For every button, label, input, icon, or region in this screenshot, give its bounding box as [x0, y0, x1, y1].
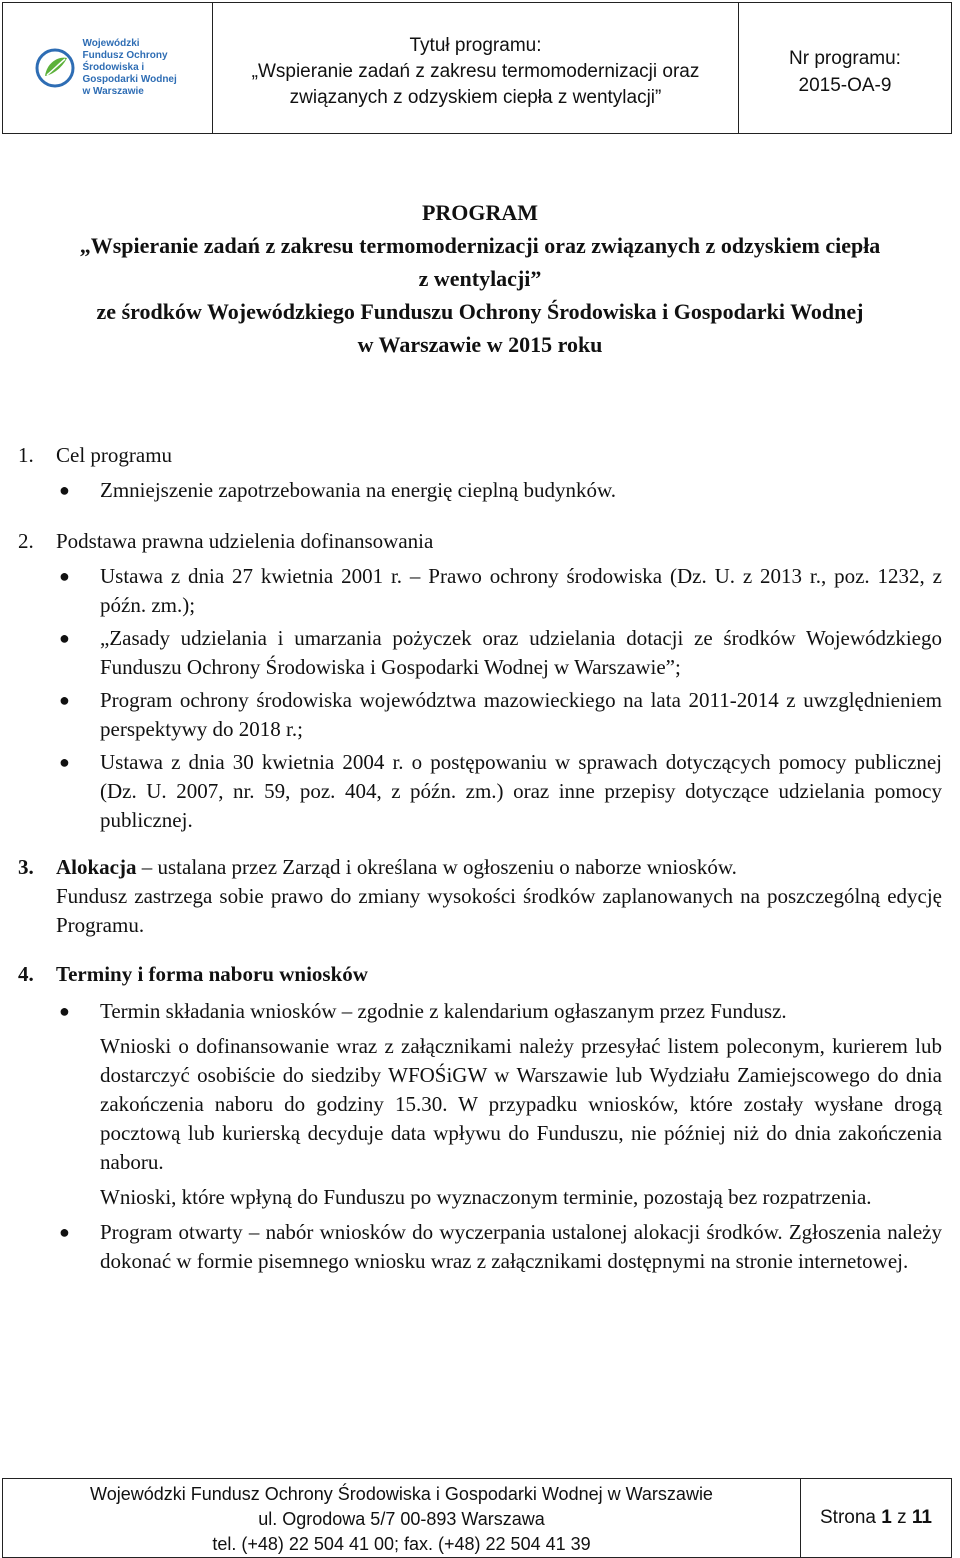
title-line-5: w Warszawie w 2015 roku: [357, 332, 603, 357]
section-3-text-1: – ustalana przez Zarząd i określana w ogłoszeniu o naborze wniosków.: [136, 855, 737, 879]
document-body: [18, 196, 942, 1276]
page-total: 11: [911, 1507, 932, 1528]
list-paragraph-text: Wnioski, które wpłyną do Funduszu po wyznaczonym terminie, pozostają bez rozpatrzenia.: [100, 1185, 872, 1209]
section-1-number: 1.: [18, 443, 34, 467]
bullet-icon: ●: [59, 566, 70, 586]
section-3-heading: [18, 853, 942, 882]
logo-cell: [3, 3, 213, 133]
list-item-text: Ustawa z dnia 27 kwietnia 2001 r. – Prawo ochrony środowiska (Dz. U. z 2013 r., poz. 1232, z późn. zm.);: [100, 564, 942, 617]
list-item: [18, 562, 942, 620]
list-item-text: „Zasady udzielania i umarzania pożyczek oraz udzielania dotacji ze środków Wojewódzkiego Funduszu Ochrony Środowiska i Gospodarki Wodnej w Warszawie”;: [100, 626, 942, 679]
section-1-title: Cel programu: [56, 443, 173, 467]
title-line-1: PROGRAM: [421, 200, 539, 225]
bullet-icon: ●: [59, 1222, 70, 1242]
section-1: [18, 441, 942, 505]
section-2-title: Podstawa prawna udzielenia dofinansowania: [56, 529, 434, 553]
list-item: [18, 624, 942, 682]
list-item-text: Termin składania wniosków – zgodnie z kalendarium ogłaszanym przez Fundusz.: [100, 999, 787, 1023]
document-header: [2, 2, 952, 134]
page-number: [801, 1479, 951, 1557]
section-4-list: [18, 997, 942, 1276]
footer-line-1: Wojewódzki Fundusz Ochrony Środowiska i Gospodarki Wodnej w Warszawie: [90, 1484, 713, 1504]
list-item: [18, 748, 942, 835]
section-3-text-2: Fundusz zastrzega sobie prawo do zmiany wysokości środków zaplanowanych na poszczególną edycję Programu.: [56, 884, 942, 937]
section-3-number: 3.: [18, 855, 34, 879]
section-4-heading: [18, 960, 942, 989]
list-paragraph: [18, 1032, 942, 1177]
page-separator: z: [897, 1507, 907, 1528]
section-4: [18, 960, 942, 1276]
list-item: [18, 476, 942, 505]
section-1-heading: [18, 441, 942, 470]
section-3: [18, 853, 942, 940]
program-number-cell: [739, 3, 951, 133]
logo-text: Wojewódzki Fundusz Ochrony Środowiska i Gospodarki Wodnej w Warszawie: [82, 38, 177, 97]
footer-line-3: tel. (+48) 22 504 41 00; fax. (+48) 22 504 41 39: [212, 1534, 591, 1554]
section-2-list: [18, 562, 942, 835]
document-title: [18, 196, 942, 361]
bullet-icon: ●: [59, 480, 70, 500]
bullet-icon: ●: [59, 628, 70, 648]
section-2: [18, 527, 942, 835]
bullet-icon: ●: [59, 752, 70, 772]
list-item-text: Zmniejszenie zapotrzebowania na energię cieplną budynków.: [100, 478, 617, 502]
program-title-cell: [213, 3, 739, 133]
program-title-line2: związanych z odzyskiem ciepła z wentylacji”: [289, 87, 662, 108]
list-item: [18, 686, 942, 744]
list-item-text: Program otwarty – nabór wniosków do wyczerpania ustalonej alokacji środków. Zgłoszenia należy dokonać w formie pisemnego wniosku wraz z załącznikami dostępnymi na stronie internetowej.: [100, 1220, 942, 1273]
section-3-title: Alokacja: [56, 855, 137, 879]
document-footer: [2, 1478, 952, 1558]
bullet-icon: ●: [59, 1001, 70, 1021]
program-title-line1: „Wspieranie zadań z zakresu termomodernizacji oraz: [251, 61, 700, 82]
wfosigw-logo: [35, 38, 181, 98]
section-2-number: 2.: [18, 529, 34, 553]
program-number-value: 2015-OA-9: [798, 75, 892, 96]
list-item: [18, 1218, 942, 1276]
page-current: 1: [881, 1507, 892, 1528]
leaf-logo-icon: [35, 48, 75, 88]
title-line-3: z wentylacji”: [418, 266, 542, 291]
section-4-title: Terminy i forma naboru wniosków: [56, 962, 368, 986]
title-line-4: ze środków Wojewódzkiego Funduszu Ochrony Środowiska i Gospodarki Wodnej: [96, 299, 864, 324]
footer-address: [3, 1479, 801, 1557]
program-number-label: Nr programu:: [789, 48, 901, 69]
list-item-text: Program ochrony środowiska województwa mazowieckiego na lata 2011-2014 z uwzględnieniem perspektywy do 2018 r.;: [100, 688, 942, 741]
program-title-label: Tytuł programu:: [409, 35, 542, 56]
section-4-number: 4.: [18, 962, 34, 986]
list-item-text: Ustawa z dnia 30 kwietnia 2004 r. o postępowaniu w sprawach dotyczących pomocy publicznej (Dz. U. 2007, nr. 59, poz. 404, z późn. zm.) oraz inne przepisy dotyczące udzielania pomocy publicznej.: [100, 750, 942, 832]
footer-line-2: ul. Ogrodowa 5/7 00-893 Warszawa: [258, 1509, 545, 1529]
list-item: [18, 997, 942, 1026]
section-2-heading: [18, 527, 942, 556]
title-line-2: „Wspieranie zadań z zakresu termomodernizacji oraz związanych z odzyskiem ciepła: [79, 233, 881, 258]
bullet-icon: ●: [59, 690, 70, 710]
list-paragraph: [18, 1183, 942, 1212]
section-1-list: [18, 476, 942, 505]
page-prefix: Strona: [820, 1507, 876, 1528]
list-paragraph-text: Wnioski o dofinansowanie wraz z załącznikami należy przesyłać listem poleconym, kurierem lub dostarczyć osobiście do siedziby WFOŚiGW w Warszawie lub Wydziału Zamiejscowego do dnia zakończenia naboru do godziny 15.30. W przypadku wniosków, które zostały wysłane drogą pocztową lub kurierską decyduje data wpływu do Funduszu, nie później niż do dnia zakończenia naboru.: [100, 1034, 942, 1174]
